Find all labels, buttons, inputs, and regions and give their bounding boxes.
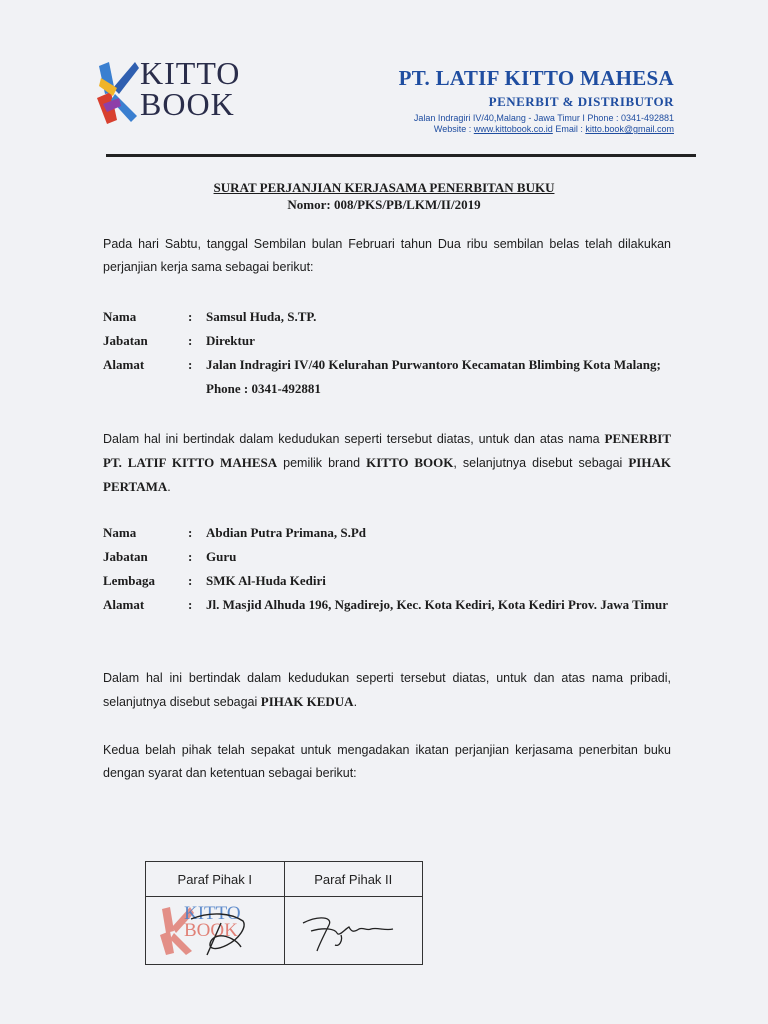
party2-row-nama: Nama : Abdian Putra Primana, S.Pd bbox=[103, 521, 673, 545]
paraf-header-row bbox=[146, 862, 422, 897]
field-label: Nama bbox=[103, 525, 137, 540]
agreement-paragraph: Kedua belah pihak telah sepakat untuk mengadakan ikatan perjanjian kerjasama penerbitan buku dengan syarat dan ketentuan sebagai berikut: bbox=[103, 743, 671, 780]
paraf-table bbox=[145, 861, 423, 965]
party2-statement: Dalam hal ini bertindak dalam kedudukan seperti tersebut diatas, untuk dan atas nama pribadi, selanjutnya disebut sebagai PIHAK KEDUA. bbox=[103, 671, 671, 709]
signature-pihak-1-icon bbox=[151, 901, 281, 961]
kitto-book-logo bbox=[95, 55, 265, 132]
party1-row-jabatan: Jabatan : Direktur bbox=[103, 329, 673, 353]
logo-wordmark bbox=[140, 55, 241, 122]
party1-fields bbox=[103, 305, 673, 401]
paraf-pihak-1-header: Paraf Pihak I bbox=[177, 871, 252, 887]
signature-pihak-2-icon bbox=[289, 901, 419, 961]
paraf-signature-row bbox=[146, 897, 422, 964]
field-label: Jabatan bbox=[103, 333, 148, 348]
website-prefix: Website : bbox=[433, 124, 474, 134]
field-label: Jabatan bbox=[103, 549, 148, 564]
party2-fields bbox=[103, 521, 673, 617]
field-label: Alamat bbox=[103, 597, 145, 612]
party2-row-jabatan: Jabatan : Guru bbox=[103, 545, 673, 569]
party1-statement: Dalam hal ini bertindak dalam kedudukan seperti tersebut diatas, untuk dan atas nama PENERBIT PT. LATIF KITTO MAHESA pemilik brand KITTO BOOK, selanjutnya disebut sebagai PIHAK PERTAMA. bbox=[103, 431, 671, 494]
field-label: Alamat bbox=[103, 357, 145, 372]
field-label: Lembaga bbox=[103, 573, 155, 588]
header-divider bbox=[106, 154, 696, 157]
company-header bbox=[399, 66, 674, 134]
logo-mark-icon bbox=[95, 58, 139, 130]
party1-row-alamat: Alamat : Jalan Indragiri IV/40 Kelurahan Purwantoro Kecamatan Blimbing Kota Malang; Phone : 0341-492881 bbox=[103, 353, 673, 401]
email-link[interactable]: kitto.book@gmail.com bbox=[585, 124, 674, 134]
field-value: Samsul Huda, S.TP. bbox=[206, 309, 317, 324]
email-prefix: Email : bbox=[552, 124, 586, 134]
title-line-1: SURAT PERJANJIAN KERJASAMA PENERBITAN BUKU bbox=[213, 180, 555, 195]
paraf-pihak-2-cell bbox=[284, 897, 423, 964]
company-name: PT. LATIF KITTO MAHESA bbox=[398, 66, 674, 90]
logo-line-1: KITTO bbox=[140, 55, 241, 91]
field-value: SMK Al-Huda Kediri bbox=[206, 573, 326, 588]
party2-row-lembaga: Lembaga : SMK Al-Huda Kediri bbox=[103, 569, 673, 593]
paraf-pihak-1-cell bbox=[146, 897, 284, 964]
party2-row-alamat: Alamat : Jl. Masjid Alhuda 196, Ngadirejo, Kec. Kota Kediri, Kota Kediri Prov. Jawa Timur bbox=[103, 593, 673, 617]
intro-paragraph: Pada hari Sabtu, tanggal Sembilan bulan Februari tahun Dua ribu sembilan belas telah dilakukan perjanjian kerja sama sebagai berikut: bbox=[103, 237, 671, 274]
field-value: Jl. Masjid Alhuda 196, Ngadirejo, Kec. Kota Kediri, Kota Kediri Prov. Jawa Timur bbox=[206, 597, 668, 612]
field-value: Guru bbox=[206, 549, 237, 564]
stamp-wordmark: KITTO BOOK bbox=[184, 903, 241, 941]
company-address: Jalan Indragiri IV/40,Malang - Jawa Timur I Phone : 0341-492881 bbox=[413, 113, 674, 123]
paraf-pihak-2-header: Paraf Pihak II bbox=[284, 862, 423, 896]
document-title bbox=[0, 180, 768, 213]
title-number: Nomor: 008/PKS/PB/LKM/II/2019 bbox=[287, 197, 481, 212]
logo-line-2: BOOK bbox=[140, 86, 235, 122]
website-link[interactable]: www.kittobook.co.id bbox=[473, 124, 553, 134]
party1-row-nama: Nama : Samsul Huda, S.TP. bbox=[103, 305, 673, 329]
field-value: Jalan Indragiri IV/40 Kelurahan Purwantoro Kecamatan Blimbing Kota Malang; Phone : 0341-492881 bbox=[206, 357, 661, 396]
field-value: Direktur bbox=[206, 333, 255, 348]
company-subtitle: PENERBIT & DISTRIBUTOR bbox=[488, 94, 674, 109]
company-contact bbox=[399, 124, 674, 134]
field-label: Nama bbox=[103, 309, 137, 324]
field-value: Abdian Putra Primana, S.Pd bbox=[206, 525, 366, 540]
